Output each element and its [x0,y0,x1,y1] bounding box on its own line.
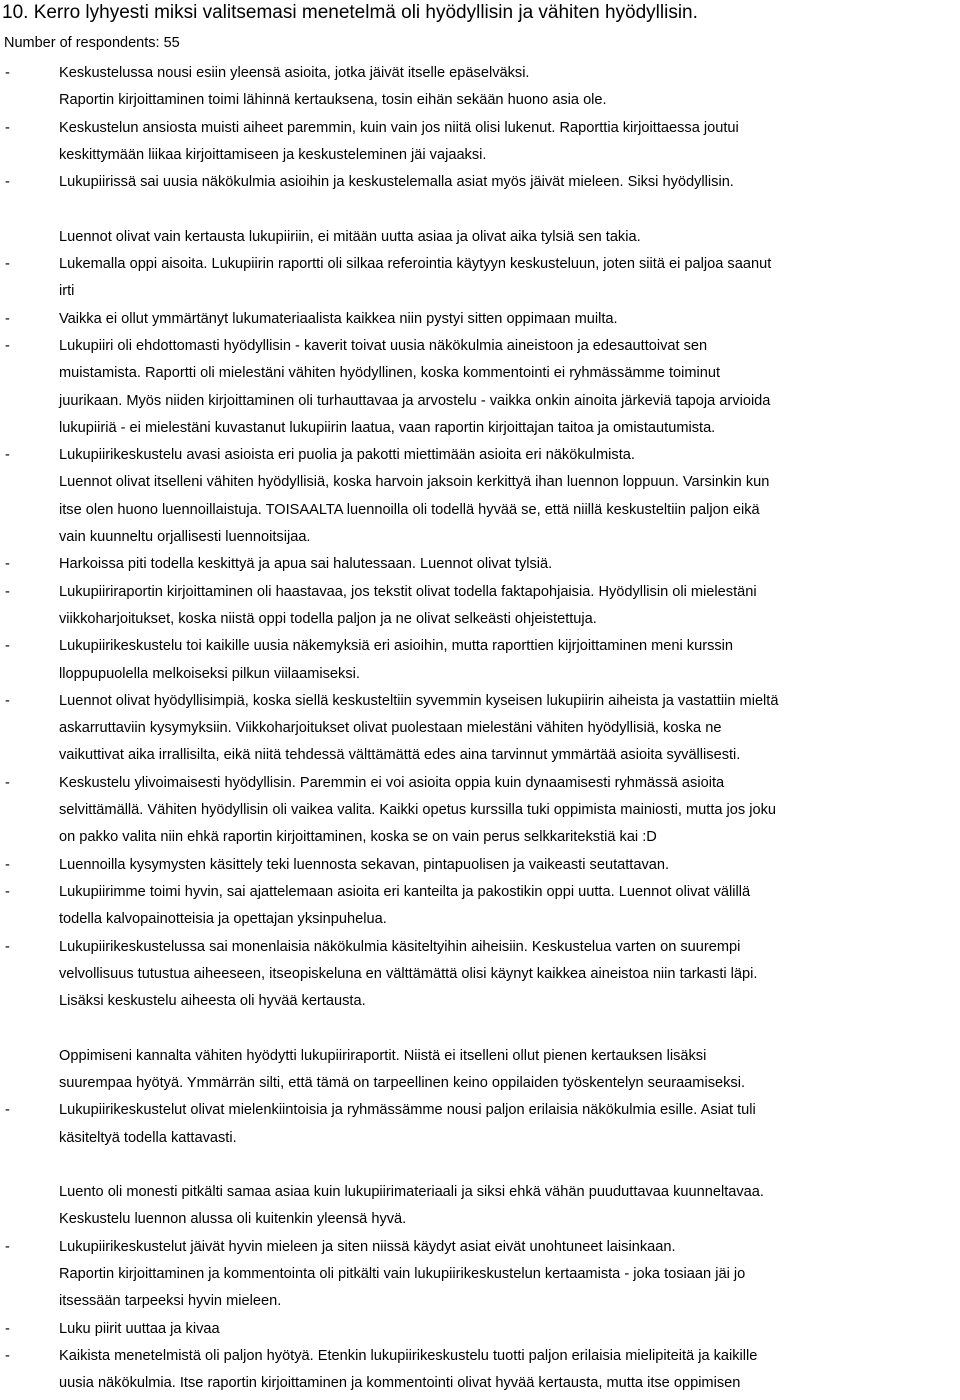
response-text: Lukemalla oppi aisoita. Lukupiirin raportti oli silkaa referointia käytyyn keskusteluun, joten siitä ei paljoa saanut [59,256,772,273]
list-bullet-dash: - [5,310,10,327]
response-text: Lukupiiriraportin kirjoittaminen oli haastavaa, jos tekstit olivat todella faktapohjaisia. Hyödyllisin oli mielestäni [59,583,757,600]
response-line [0,961,960,988]
response-line [0,115,960,142]
list-bullet-dash: - [5,65,10,81]
response-text: viikkoharjoitukset, koska niistä oppi todella paljon ja ne olivat selkeästi ohjeistettuja. [59,610,597,627]
response-line [0,1070,960,1097]
list-bullet-dash: - [5,774,10,791]
list-bullet-dash: - [5,174,10,191]
response-text: suurempaa hyötyä. Ymmärrän silti, että tämä on tarpeellinen keino oppilaiden työskentelyn seuraamiseksi. [59,1074,745,1091]
response-text: Luennoilla kysymysten käsittely teki luennosta sekavan, pintapuolisen ja vaikeasti seutattavan. [59,856,670,873]
response-line [0,333,960,360]
response-text: Oppimiseni kannalta vähiten hyödytti lukupiiriraportit. Niistä ei itselleni ollut pienen kertauksen lisäksi [59,1047,707,1064]
response-line [0,497,960,524]
response-line [0,251,960,278]
response-line [0,770,960,797]
response-line [0,688,960,715]
response-line [0,87,960,114]
response-line [0,1234,960,1261]
response-line [0,224,960,251]
response-text: Kaikista menetelmistä oli paljon hyötyä. Etenkin lukupiirikeskustelu tuotti paljon erilaisia mielipiteitä ja kaikille [59,1347,758,1364]
list-bullet-dash: - [5,583,10,600]
response-line [0,1152,960,1179]
response-text: Harkoissa piti todella keskittyä ja apua sai halutessaan. Luennot olivat tylsiä. [59,556,553,573]
response-text: todella kalvopainotteisia ja opettajan yksinpuhelua. [59,911,387,928]
list-bullet-dash: - [5,638,10,655]
response-text: Lukupiirikeskustelut olivat mielenkiintoisia ja ryhmässämme nousi paljon erilaisia näkökulmia esille. Asiat tuli [59,1102,756,1119]
response-line [0,360,960,387]
response-line [0,633,960,660]
response-text: Lukupiirissä sai uusia näkökulmia asioihin ja keskustelemalla asiat myös jäivät mieleen. Siksi hyödyllisin. [59,174,734,191]
list-bullet-dash: - [5,1102,10,1119]
list-bullet-dash: - [5,1238,10,1255]
response-text: Lisäksi keskustelu aiheesta oli hyvää kertausta. [59,993,366,1010]
response-line [0,606,960,633]
response-line [0,824,960,851]
response-text: itse olen huono luennoillaistuja. TOISAALTA luennoilla oli todellä hyvää se, että niillä keskusteltiin paljon eikä [59,501,760,518]
response-line [0,934,960,961]
response-text: Luku piirit uuttaa ja kivaa [59,1320,220,1337]
response-text: vain kuunneltu orjallisesti luennoitsijaa. [59,529,311,546]
list-bullet-dash: - [5,938,10,955]
response-text: Lukupiirikeskustelussa sai monenlaisia näkökulmia käsiteltyihin aiheisiin. Keskustelua varten on suurempi [59,938,741,955]
response-line [0,797,960,824]
response-text: Luento oli monesti pitkälti samaa asiaa kuin lukupiirimateriaali ja siksi ehkä vähän puuduttavaa kuunneltavaa. [59,1184,764,1201]
response-text: Lukupiirikeskustelu toi kaikille uusia näkemyksiä eri asioihin, mutta raporttien kijrjoittaminen meni kurssin [59,638,734,655]
response-line [0,60,960,87]
response-line [0,1097,960,1124]
response-line [0,1179,960,1206]
response-text: vaikuttivat aika irrallisilta, eikä niitä tehdessä välttämättä edes aina tarvinnut ymmärtää asioita syvällisesti. [59,747,741,764]
response-line [0,579,960,606]
response-text: keskittymään liikaa kirjoittamiseen ja keskusteleminen jäi vajaaksi. [59,146,487,163]
response-line [0,142,960,169]
response-text: askarruttaviin kysymyksiin. Viikkoharjoitukset olivat puolestaan mielestäni vähiten hyödyllisiä, koska ne [59,720,722,737]
response-text: lloppupuolella melkoiseksi pilkun viilaamiseksi. [59,665,360,682]
list-bullet-dash: - [5,337,10,354]
response-line [0,1125,960,1152]
response-text: juurikaan. Myös niiden kirjoittaminen oli turhauttavaa ja arvostelu - vaikka onkin ainoita järkeviä tapoja arvioida [59,392,771,409]
response-text: Lukupiiri oli ehdottomasti hyödyllisin - kaverit toivat uusia näkökulmia aineistoon ja edesauttoivat sen [59,337,708,354]
response-text: velvollisuus tutustua aiheeseen, itseopiskeluna en välttämättä olisi käynyt kaikkea aineistoa niin tarkasti läpi. [59,965,758,982]
response-line [0,852,960,879]
response-line [0,1343,960,1370]
response-text: Raportin kirjoittaminen toimi lähinnä kertauksena, tosin eihän sekään huono asia ole. [59,92,607,109]
list-bullet-dash: - [5,883,10,900]
response-text: itsessään tarpeeksi hyvin mieleen. [59,1293,282,1310]
list-bullet-dash: - [5,1347,10,1364]
response-text: Keskustelu luennon alussa oli kuitenkin yleensä hyvä. [59,1211,407,1228]
list-bullet-dash: - [5,256,10,273]
response-line [0,1370,960,1397]
response-text: Lukupiirimme toimi hyvin, sai ajattelemaan asioita eri kanteilta ja pakostikin oppi uutta. Luennot olivat välillä [59,883,751,900]
response-line [0,278,960,305]
response-line [0,742,960,769]
respondent-count: Number of respondents: 55 [4,35,180,51]
response-text: Lukupiirikeskustelut jäivät hyvin mieleen ja siten niissä käydyt asiat eivät unohtuneet laisinkaan. [59,1238,676,1255]
response-text: Keskustelun ansiosta muisti aiheet paremmin, kuin vain jos niitä olisi lukenut. Raporttia kirjoittaessa joutui [59,119,739,136]
response-text: Vaikka ei ollut ymmärtänyt lukumateriaalista kaikkea niin pystyi sitten oppimaan muilta. [59,310,618,327]
response-line [0,1206,960,1233]
response-line [0,415,960,442]
response-text: Luennot olivat hyödyllisimpiä, koska siellä keskusteltiin syvemmin kyseisen lukupiirin aiheista ja vastattiin mieltä [59,692,779,709]
response-line [0,196,960,223]
question-title: 10. Kerro lyhyesti miksi valitsemasi menetelmä oli hyödyllisin ja vähiten hyödyllisin. [2,2,698,23]
list-bullet-dash: - [5,556,10,573]
response-text: Keskustelussa nousi esiin yleensä asioita, jotka jäivät itselle epäselväksi. [59,65,530,81]
response-text: Raportin kirjoittaminen ja kommentointa oli pitkälti vain lukupiirikeskustelun kertaamista - joka tosiaan jäi jo [59,1266,746,1283]
list-bullet-dash: - [5,692,10,709]
response-text: uusia näkökulmia. Itse raportin kirjoittaminen ja kommentointi olivat hyvää kertausta, mutta itse oppimisen [59,1375,741,1392]
list-bullet-dash: - [5,1320,10,1337]
response-text: irti [59,283,75,300]
response-text: Luennot olivat vain kertausta lukupiiriin, ei mitään uutta asiaa ja olivat aika tylsiä sen takia. [59,228,641,245]
response-line [0,306,960,333]
response-text: lukupiiriä - ei mielestäni kuvastanut lukupiirin laatua, vaan raportin kirjoittajan taitoa ja omistautumista. [59,419,716,436]
response-line [0,551,960,578]
response-line [0,879,960,906]
response-text: on pakko valita niin ehkä raportin kirjoittaminen, koska se on vain perus selkkaritekstiä kai :D [59,829,657,846]
list-bullet-dash: - [5,119,10,136]
response-text: käsiteltyä todella kattavasti. [59,1129,237,1146]
response-text: Lukupiirikeskustelu avasi asioista eri puolia ja pakotti miettimään asioita eri näkökulmista. [59,447,635,464]
response-line [0,524,960,551]
response-line [0,715,960,742]
response-line [0,1015,960,1042]
response-line [0,1043,960,1070]
response-list [0,60,960,1398]
response-line [0,1316,960,1343]
response-text: Luennot olivat itselleni vähiten hyödyllisiä, koska harvoin jaksoin kerkittyä ihan luennon loppuun. Varsinkin kun [59,474,770,491]
response-line [0,1288,960,1315]
response-text: Keskustelu ylivoimaisesti hyödyllisin. Paremmin ei voi asioita oppia kuin dynaamisesti ryhmässä asioita [59,774,725,791]
response-line [0,442,960,469]
response-line [0,988,960,1015]
response-line [0,1261,960,1288]
response-line [0,906,960,933]
response-line [0,388,960,415]
response-line [0,469,960,496]
list-bullet-dash: - [5,447,10,464]
response-text: selvittämällä. Vähiten hyödyllisin oli vaikea valita. Kaikki opetus kurssilla tuki oppimista mainiosti, mutta jos joku [59,802,777,819]
response-line [0,661,960,688]
response-text: muistamista. Raportti oli mielestäni vähiten hyödyllinen, koska kommentointi ei ryhmässämme toiminut [59,365,721,382]
response-line [0,169,960,196]
list-bullet-dash: - [5,856,10,873]
